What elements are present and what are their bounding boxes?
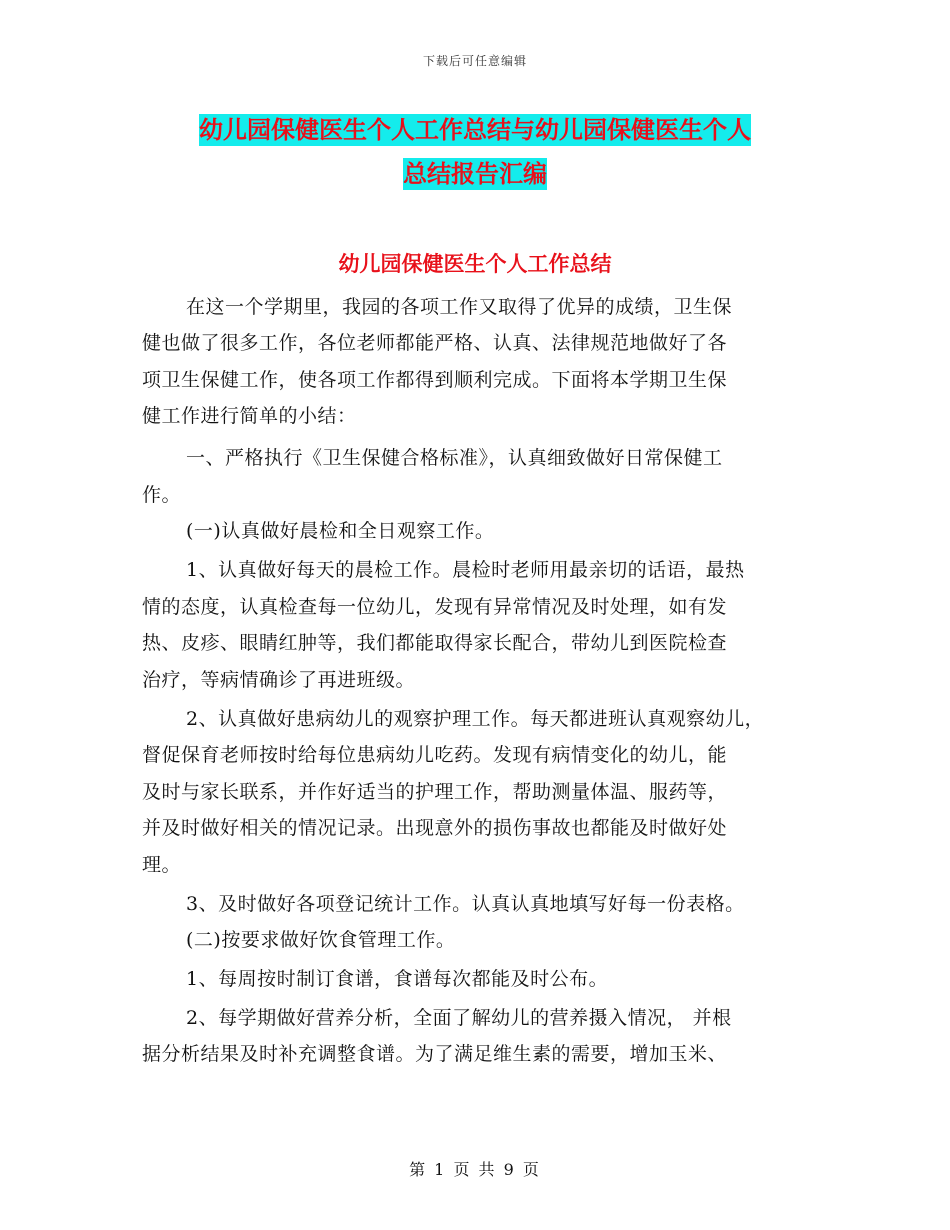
document-title-line-1 (0, 113, 950, 147)
body-line: 在这一个学期里，我园的各项工作又取得了优异的成绩，卫生保 (186, 296, 733, 318)
body-line: 2、每学期做好营养分析，全面了解幼儿的营养摄入情况， 并根 (186, 1007, 732, 1029)
body-line: 一、严格执行《卫生保健合格标准》，认真细致做好日常保健工 (186, 447, 723, 469)
header-note: 下载后可任意编辑 (422, 54, 527, 68)
body-line: 督促保育老师按时给每位患病幼儿吃药。发现有病情变化的幼儿，能 (142, 744, 728, 766)
body-line: 作。 (142, 484, 182, 506)
section-heading: 幼儿园保健医生个人工作总结 (338, 252, 612, 276)
title-highlight-2: 总结报告汇编 (403, 160, 547, 188)
body-line: 情的态度，认真检查每一位幼儿，发现有异常情况及时处理，如有发 (142, 596, 728, 618)
page-footer: 第 1 页 共 9 页 (409, 1160, 541, 1179)
body-line: 2、认真做好患病幼儿的观察护理工作。每天都进班认真观察幼儿， (186, 708, 765, 730)
body-line: 健也做了很多工作，各位老师都能严格、认真、法律规范地做好了各 (142, 332, 728, 354)
body-line: 1、每周按时制订食谱，食谱每次都能及时公布。 (186, 968, 609, 990)
body-line: 3、及时做好各项登记统计工作。认真认真地填写好每一份表格。 (186, 893, 745, 915)
body-line: 及时与家长联系，并作好适当的护理工作，帮助测量体温、服药等， (142, 781, 728, 803)
body-line: (一)认真做好晨检和全日观察工作。 (186, 520, 495, 542)
body-line: 项卫生保健工作，使各项工作都得到顺利完成。下面将本学期卫生保 (142, 369, 728, 391)
body-line: 热、皮疹、眼睛红肿等，我们都能取得家长配合，带幼儿到医院检查 (142, 632, 728, 654)
body-line: (二)按要求做好饮食管理工作。 (186, 929, 456, 951)
body-line: 1、认真做好每天的晨检工作。晨检时老师用最亲切的话语，最热 (186, 559, 745, 581)
body-line: 并及时做好相关的情况记录。出现意外的损伤事故也都能及时做好处 (142, 817, 728, 839)
document-title-line-2 (0, 157, 950, 191)
body-line: 健工作进行简单的小结： (142, 405, 357, 427)
body-line: 治疗，等病情确诊了再进班级。 (142, 669, 416, 691)
body-line: 理。 (142, 854, 182, 876)
title-highlight-1: 幼儿园保健医生个人工作总结与幼儿园保健医生个人 (199, 116, 751, 144)
body-line: 据分析结果及时补充调整食谱。为了满足维生素的需要，增加玉米、 (142, 1043, 728, 1065)
